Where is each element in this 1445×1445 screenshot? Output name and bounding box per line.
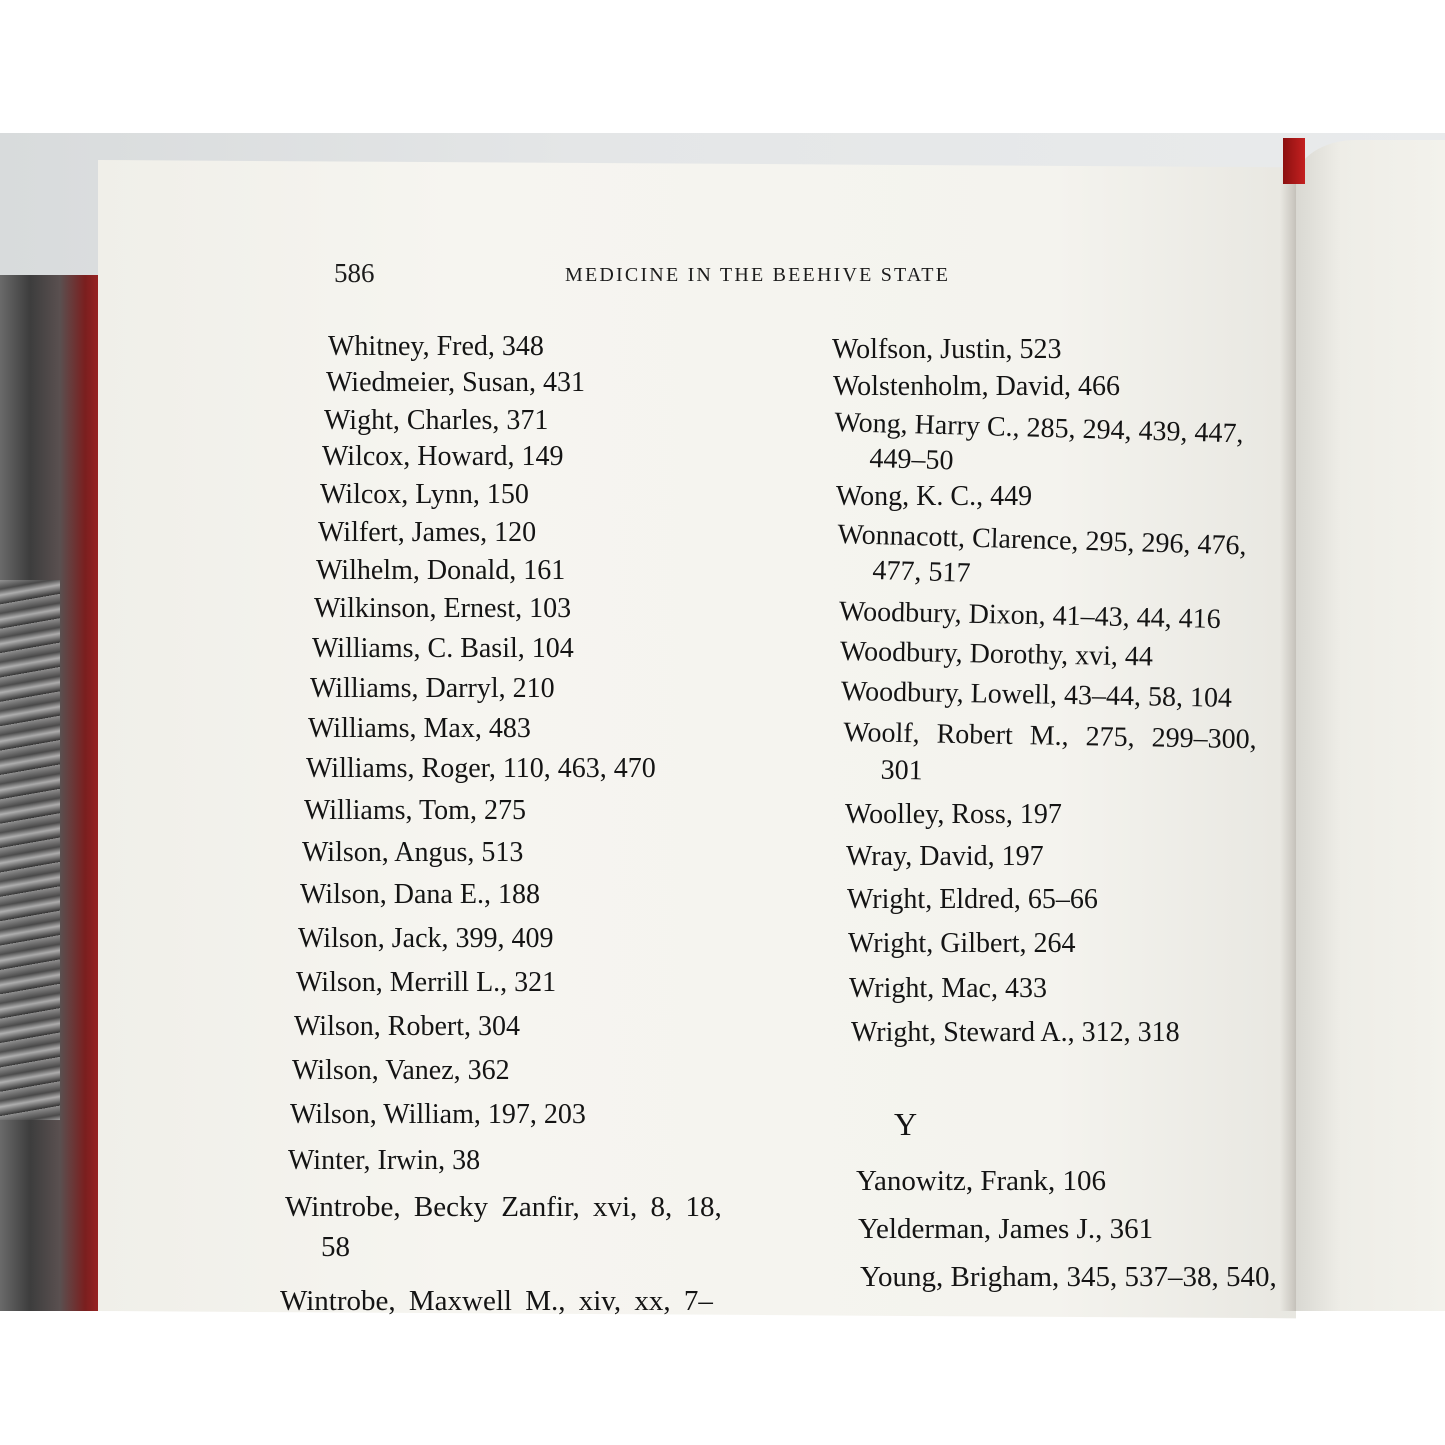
index-entry: Yelderman, James J., 361 xyxy=(858,1213,1154,1245)
bookmark-ribbon xyxy=(1283,138,1305,184)
index-entry: Young, Brigham, 345, 537–38, 540, xyxy=(860,1261,1277,1293)
index-entry-continuation: 58 xyxy=(321,1230,350,1263)
index-entry: Wilson, Merrill L., 321 xyxy=(296,967,557,998)
index-entry: Wolfson, Justin, 523 xyxy=(832,334,1062,365)
index-entry: Wray, David, 197 xyxy=(846,841,1044,872)
index-entry-continuation: 477, 517 xyxy=(872,554,971,589)
index-entry: Winter, Irwin, 38 xyxy=(288,1145,481,1176)
index-entry: Wolstenholm, David, 466 xyxy=(833,371,1121,402)
index-entry: Wight, Charles, 371 xyxy=(324,405,549,436)
index-entry-continuation: 301 xyxy=(880,754,923,787)
index-entry: Wilhelm, Donald, 161 xyxy=(316,555,566,586)
index-entry: Williams, Darryl, 210 xyxy=(310,673,555,704)
index-entry: Williams, Roger, 110, 463, 470 xyxy=(306,753,656,784)
index-entry: Wilkinson, Ernest, 103 xyxy=(314,593,572,624)
index-entry-text: Woolf, Robert M., 275, 299–300, xyxy=(843,717,1257,756)
index-entry: Wilcox, Howard, 149 xyxy=(322,441,564,472)
index-entry xyxy=(833,408,1244,485)
index-entry xyxy=(836,520,1247,597)
page-number: 586 xyxy=(334,258,375,288)
index-entry: Wilson, William, 197, 203 xyxy=(290,1099,586,1130)
index-entry: Wintrobe, Maxwell M., xiv, xx, 7– xyxy=(280,1285,713,1317)
index-entry-text: Wintrobe, Becky Zanfir, xvi, 8, 18, xyxy=(285,1191,722,1223)
index-entry: Wilson, Dana E., 188 xyxy=(300,879,540,910)
index-entry: Wright, Gilbert, 264 xyxy=(848,928,1076,959)
index-entry: Wong, K. C., 449 xyxy=(836,481,1033,512)
facing-page xyxy=(1296,140,1445,1311)
index-entry: Wilson, Jack, 399, 409 xyxy=(298,923,554,954)
index-entry xyxy=(842,718,1257,793)
index-entry: Wilson, Angus, 513 xyxy=(302,837,524,868)
running-title: MEDICINE IN THE BEEHIVE STATE xyxy=(565,264,951,286)
index-entry: Woolley, Ross, 197 xyxy=(845,799,1062,830)
cover-photo-strip xyxy=(0,580,60,1120)
index-entry: Williams, Max, 483 xyxy=(308,713,531,744)
index-entry-continuation: 449–50 xyxy=(869,442,954,477)
index-entry-text: Wonnacott, Clarence, 295, 296, 476, xyxy=(837,519,1247,562)
section-letter-heading: Y xyxy=(894,1106,918,1142)
index-entry: Yanowitz, Frank, 106 xyxy=(856,1165,1106,1197)
index-entry: Wright, Steward A., 312, 318 xyxy=(851,1017,1180,1048)
index-entry: Wilfert, James, 120 xyxy=(318,517,537,548)
index-entry-text: Wong, Harry C., 285, 294, 439, 447, xyxy=(834,407,1244,450)
index-entry: Williams, Tom, 275 xyxy=(304,795,526,826)
index-entry: Wilson, Robert, 304 xyxy=(294,1011,520,1042)
index-entry xyxy=(285,1192,722,1264)
index-entry: Wilson, Vanez, 362 xyxy=(292,1055,510,1086)
index-entry: Woodbury, Dorothy, xvi, 44 xyxy=(839,636,1154,673)
index-entry: Williams, C. Basil, 104 xyxy=(312,633,574,664)
index-entry: Whitney, Fred, 348 xyxy=(328,331,544,362)
index-entry: Wilcox, Lynn, 150 xyxy=(320,479,529,510)
index-entry: Woodbury, Dixon, 41–43, 44, 416 xyxy=(838,596,1221,635)
index-entry: Wright, Mac, 433 xyxy=(849,973,1047,1004)
index-entry: Wright, Eldred, 65–66 xyxy=(847,884,1098,915)
index-entry: Wiedmeier, Susan, 431 xyxy=(326,367,586,398)
index-entry: Woodbury, Lowell, 43–44, 58, 104 xyxy=(840,676,1233,714)
